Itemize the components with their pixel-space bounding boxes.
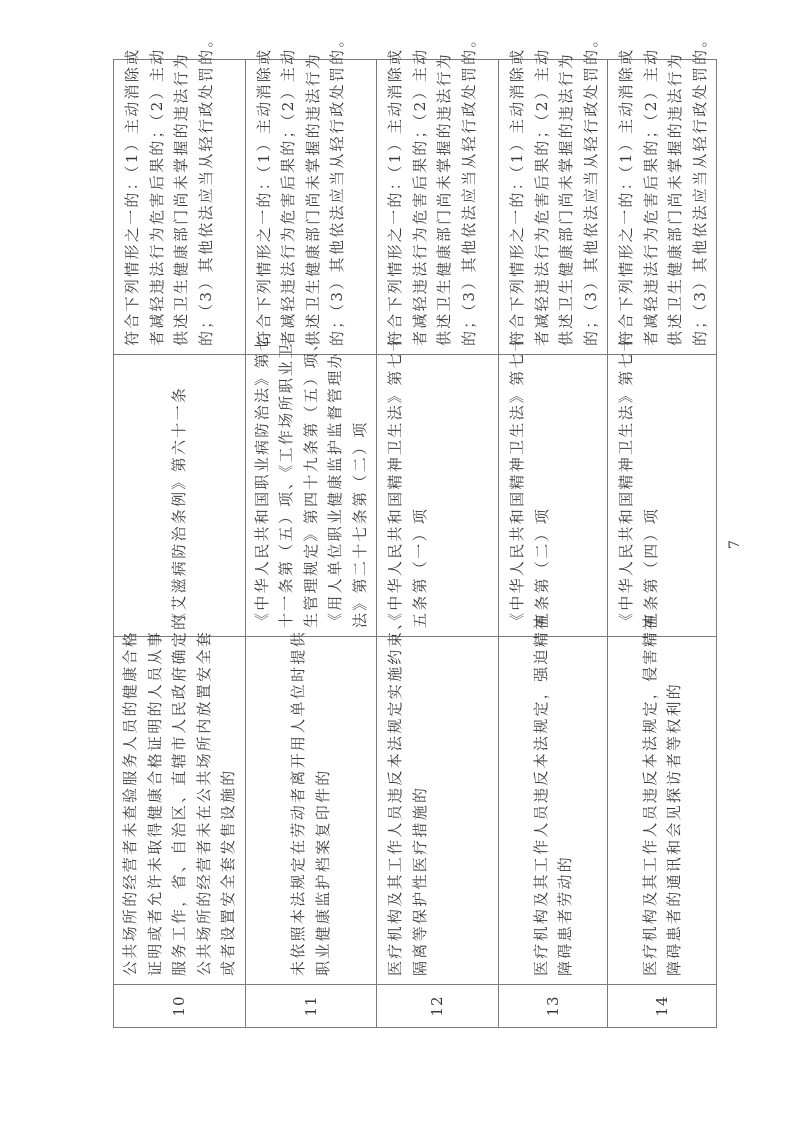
violation-cell-line: 医疗机构及其工作人员违反本法规定，强迫精神 [531,612,550,976]
legal-basis-cell-line: 《中华人民共和国精神卫生法》第七十 [508,333,526,628]
lenient-conditions-cell-line: 者减轻违法行为危害后果的；（2）主动 [147,47,166,346]
lenient-conditions-cell-line: 供述卫生健康部门尚未掌握的违法行为 [435,51,453,346]
lenient-conditions-cell-line: 的；（3）其他依法应当从轻行政处罚的。 [328,30,346,346]
lenient-conditions-cell [114,30,246,355]
violation-cell-line: 未依照本法规定在劳动者离开用人单位时提供 [289,629,308,976]
row-number: 11 [245,985,377,1028]
violation-cell [114,612,246,985]
violation-cell-line: 公共场所的经营者未查验服务人员的健康合格 [121,629,139,976]
violation-cell [499,612,608,985]
violation-cell [608,612,717,985]
lenient-conditions-cell-line: 符合下列情形之一的：（1）主动消除或 [508,47,526,346]
violation-cell-line: 隔离等保护性医疗措施的 [410,785,429,976]
lenient-conditions-cell-line: 的；（3）其他依法应当从轻行政处罚的。 [196,30,215,346]
table-row [608,60,717,1028]
lenient-conditions-cell [377,30,499,355]
violation-cell-line: 证明或者允许未取得健康合格证明的人员从事 [145,629,164,976]
violation-cell-line: 或者设置安全套发售设施的 [219,768,237,976]
lenient-conditions-cell-line: 的；（3）其他依法应当从轻行政处罚的。 [459,30,478,346]
row-number: 14 [608,985,717,1028]
lenient-conditions-cell-line: 者减轻违法行为危害后果的；（2）主动 [532,47,551,346]
lenient-conditions-cell-line: 符合下列情形之一的：（1）主动消除或 [123,47,141,346]
violation-cell-line: 障碍患者的通讯和会见探访者等权利的 [665,681,683,976]
lenient-conditions-cell [499,30,608,355]
lenient-conditions-cell-line: 符合下列情形之一的：（1）主动消除或 [386,47,404,346]
legal-basis-cell-line: 五条第（四）项 [641,506,660,628]
row-number: 13 [499,985,608,1028]
lenient-conditions-cell-line: 符合下列情形之一的：（1）主动消除或 [617,47,635,346]
lenient-conditions-cell-line: 符合下列情形之一的：（1）主动消除或 [254,47,273,346]
violation-cell-line: 公共场所的经营者未在公共场所内放置安全套 [194,629,213,976]
legal-basis-cell-line: 《用人单位职业健康监护监督管理办 [326,351,344,628]
violation-cell-line: 医疗机构及其工作人员违反本法规定实施约束、 [386,612,404,976]
legal-basis-cell-line: 《中华人民共和国精神卫生法》第七十 [386,333,404,628]
violation-cell [377,612,499,985]
violation-cell-line: 医疗机构及其工作人员违反本法规定，侵害精神 [640,612,659,976]
penalty-table [113,30,717,1028]
lenient-conditions-cell [245,30,377,355]
lenient-conditions-cell-line: 供述卫生健康部门尚未掌握的违法行为 [303,51,322,346]
lenient-conditions-cell-line: 者减轻违法行为危害后果的；（2）主动 [641,47,660,346]
legal-basis-cell-line: 《中华人民共和国精神卫生法》第七十 [617,333,635,628]
legal-basis-cell-line: 《艾滋病防治条例》第六十一条 [170,385,188,628]
violation-cell-line: 职业健康监护档案复印件的 [313,768,332,976]
legal-basis-cell-line: 十一条第（五）项、《工作场所职业卫 [277,341,295,628]
lenient-conditions-cell-line: 供述卫生健康部门尚未掌握的违法行为 [172,51,190,346]
legal-basis-cell-line: 生管理规定》第四十九条第（五）项、 [301,333,320,628]
legal-basis-cell-line: 五条第（二）项 [532,506,551,628]
violation-cell-line: 障碍患者劳动的 [556,854,574,976]
table-row [499,60,608,1028]
violation-cell [245,629,377,985]
lenient-conditions-cell-line: 的；（3）其他依法应当从轻行政处罚的。 [690,30,709,346]
row-number: 10 [114,985,246,1028]
row-number: 12 [377,985,499,1028]
legal-basis-cell [377,333,499,637]
table-row [114,60,246,1028]
page-number: 7 [727,540,743,549]
lenient-conditions-cell-line: 的；（3）其他依法应当从轻行政处罚的。 [581,30,600,346]
legal-basis-cell [114,355,246,637]
legal-basis-cell-line: 《中华人民共和国职业病防治法》第七 [252,333,271,628]
lenient-conditions-cell-line: 供述卫生健康部门尚未掌握的违法行为 [557,51,575,346]
legal-basis-cell [499,333,608,637]
legal-basis-cell [608,333,717,637]
lenient-conditions-cell-line: 供述卫生健康部门尚未掌握的违法行为 [666,51,684,346]
lenient-conditions-cell [608,30,717,355]
table-row [377,60,499,1028]
table-row [245,60,377,1028]
lenient-conditions-cell-line: 者减轻违法行为危害后果的；（2）主动 [410,47,429,346]
legal-basis-cell-line: 法》第二十七条第（二）项 [350,420,369,628]
legal-basis-cell-line: 五条第（一）项 [410,506,429,628]
legal-basis-cell [245,333,377,637]
violation-cell-line: 服务工作，省、自治区、直辖市人民政府确定的 [170,612,188,976]
lenient-conditions-cell-line: 者减轻违法行为危害后果的；（2）主动 [279,47,297,346]
